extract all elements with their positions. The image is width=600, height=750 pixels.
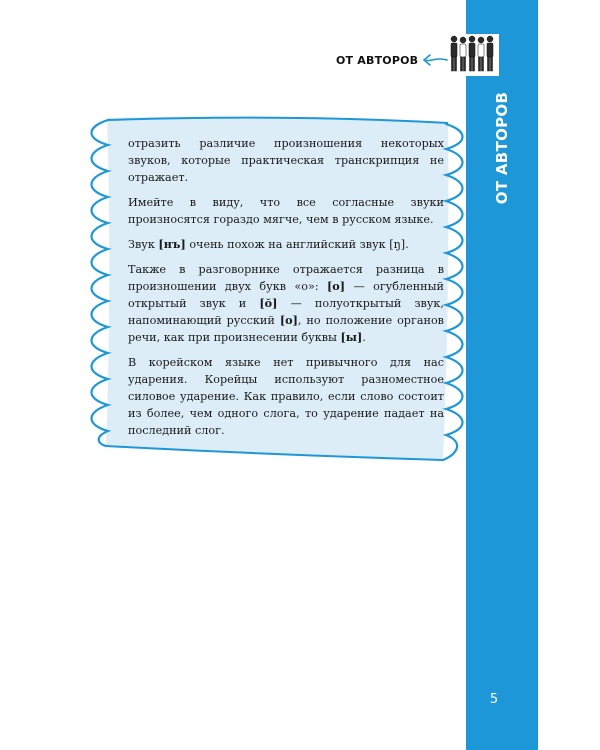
- note-body: [128, 135, 444, 447]
- page-number: 5: [489, 692, 499, 707]
- paragraph-4-symbol-1: [о]: [327, 279, 346, 293]
- paragraph-3-symbol: [нъ]: [158, 237, 186, 251]
- paragraph-1: отразить различие произношения некоторых звуков, которые практическая транскрипция не отражает.: [128, 137, 444, 184]
- paragraph-4-symbol-3: [о]: [279, 313, 298, 327]
- paragraph-4-text-c: — полуоткрытый звук, напоминающий русский: [128, 297, 444, 327]
- paragraph-4-symbol-2: [ŏ]: [259, 296, 278, 310]
- paragraph-3: [128, 236, 444, 253]
- side-tab-label: ОТ АВТОРОВ: [493, 91, 511, 205]
- paragraph-5: В корейском языке нет привычного для нас ударения. Корейцы используют разноместное силовое ударение. Как правило, если слово состоит из более, чем одного слога, то ударение падает на последний слог.: [128, 356, 444, 437]
- paragraph-4-text-b: — огубленный открытый звук и: [128, 280, 444, 310]
- paragraph-4-symbol-4: [ы]: [340, 330, 363, 344]
- paragraph-2: Имейте в виду, что все согласные звуки произносятся гораздо мягче, чем в русском языке.: [128, 196, 444, 226]
- arrow-left-icon: [422, 53, 448, 67]
- paragraph-3-text-a: Звук: [128, 238, 159, 251]
- note-coil-left: [92, 120, 109, 446]
- paragraph-4-text-a: Также в разговорнике отражается разница в произношении двух букв «о»:: [128, 263, 444, 293]
- people-illustration: [449, 34, 499, 76]
- header-title: ОТ АВТОРОВ: [336, 54, 419, 67]
- paragraph-3-text-b: очень похож на английский звук [ŋ].: [185, 238, 409, 251]
- paragraph-4-text-d: , но положение органов речи, как при произнесении буквы: [128, 314, 444, 344]
- paragraph-4: [128, 261, 444, 346]
- paragraph-4-text-e: .: [362, 331, 366, 344]
